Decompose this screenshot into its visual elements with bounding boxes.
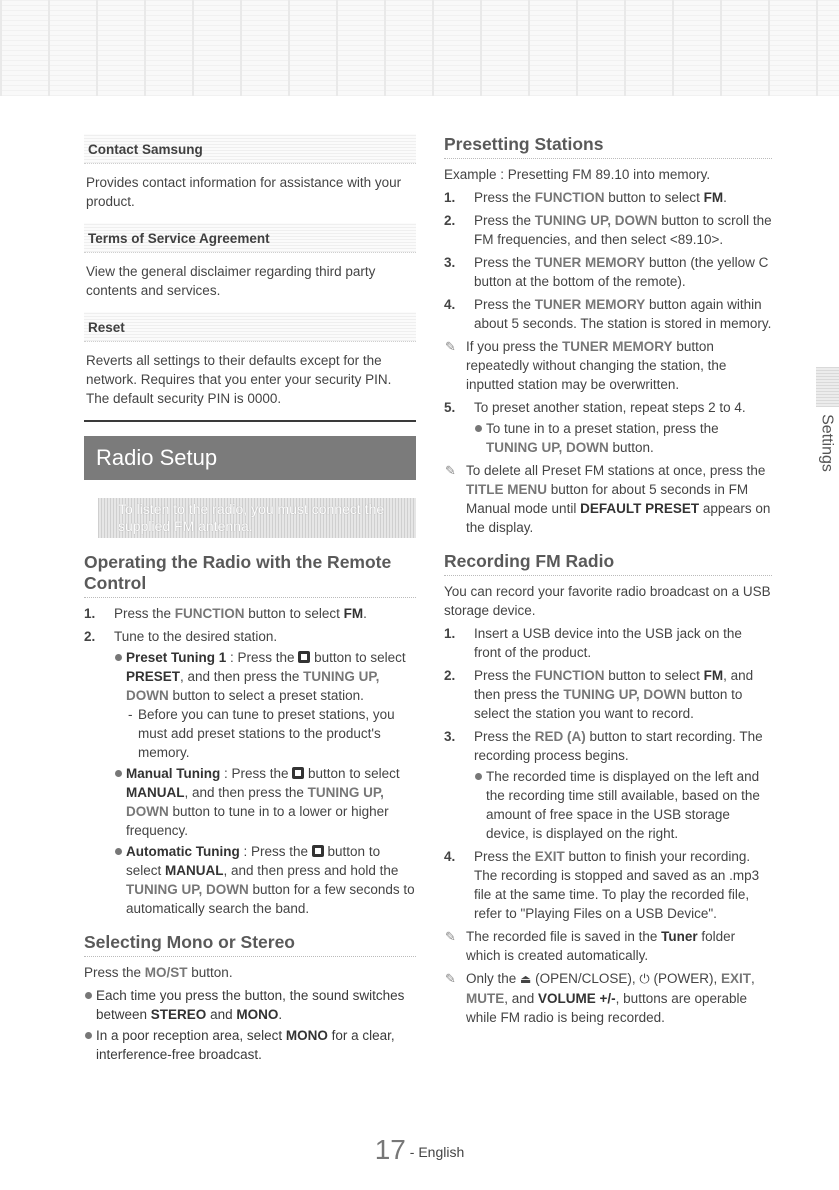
terms-desc: View the general disclaimer regarding third party contents and services. bbox=[86, 264, 376, 298]
contact-desc: Provides contact information for assistance with your product. bbox=[86, 175, 402, 209]
text: Only the bbox=[466, 971, 521, 986]
mono-stereo-bullet-1 bbox=[84, 986, 416, 1024]
presetting-step-5-bullets bbox=[474, 419, 772, 457]
header-pattern bbox=[0, 0, 839, 96]
mono-stereo-intro bbox=[84, 963, 416, 982]
presetting-steps-cont bbox=[444, 398, 772, 457]
eject-icon: ⏏ bbox=[520, 972, 532, 986]
presetting-example: Example : Presetting FM 89.10 into memory. bbox=[444, 167, 711, 182]
text: The recorded file is saved in the bbox=[466, 929, 662, 944]
recording-step-3-bullet: The recorded time is displayed on the left and the recording time still available, based on the amount of free space in the USB storage device, is displayed on the right. bbox=[474, 767, 772, 843]
label: Automatic Tuning bbox=[126, 844, 240, 859]
key: Tuner bbox=[661, 929, 698, 944]
key-function: FUNCTION bbox=[174, 606, 245, 621]
step-number: 2. bbox=[444, 668, 456, 683]
presetting-note-1 bbox=[444, 337, 772, 394]
key: FM bbox=[703, 668, 724, 683]
text: , and then press the bbox=[184, 785, 308, 800]
footer-language: English bbox=[418, 1144, 465, 1160]
reset-desc: Reverts all settings to their defaults except for the network. Requires that you enter your security PIN. The default security PIN is 0000. bbox=[86, 353, 392, 406]
operating-steps bbox=[84, 604, 416, 918]
text: button to tune in to a lower or higher frequency. bbox=[126, 804, 389, 838]
side-tab-text: Settings bbox=[818, 414, 836, 472]
key: TUNER MEMORY bbox=[562, 339, 673, 354]
antenna-notice-text: To listen to the radio, you must connect the supplied FM antenna. bbox=[118, 501, 385, 534]
key: TITLE MENU bbox=[466, 482, 547, 497]
text: If you press the bbox=[466, 339, 563, 354]
recording-step-2 bbox=[444, 666, 772, 723]
preset-sub bbox=[126, 705, 416, 762]
text: for a clear, interference-free broadcast. bbox=[96, 1028, 395, 1062]
antenna-notice bbox=[98, 498, 416, 538]
step-number: 1. bbox=[84, 606, 96, 621]
text: button for about 5 seconds in FM Manual mode until bbox=[466, 482, 749, 516]
text: (OPEN/CLOSE), bbox=[535, 971, 640, 986]
text: : Press the bbox=[220, 766, 293, 781]
text: Press the bbox=[474, 729, 535, 744]
presetting-step-5-bullet bbox=[474, 419, 772, 457]
key: PRESET bbox=[126, 669, 181, 684]
tuning-modes bbox=[114, 648, 416, 918]
page-number: 17 bbox=[374, 1134, 406, 1165]
text: (POWER), bbox=[653, 971, 721, 986]
key: FUNCTION bbox=[534, 668, 605, 683]
text: , and then press the bbox=[180, 669, 304, 684]
mono-stereo-bullets bbox=[84, 986, 416, 1064]
text: and bbox=[206, 1007, 237, 1022]
text: button for a few seconds to automatically search the band. bbox=[126, 882, 415, 916]
text: . bbox=[278, 1007, 283, 1022]
text: button to finish your recording. The recording is stopped and saved as an .mp3 file at the same time. To play the recorded file, refer to "Playing Files on a USB Device". bbox=[474, 849, 760, 921]
mono-stereo-title: Selecting Mono or Stereo bbox=[84, 932, 416, 957]
key: MONO bbox=[285, 1028, 328, 1043]
recording-title: Recording FM Radio bbox=[444, 551, 772, 576]
key: TUNING UP, DOWN bbox=[486, 440, 609, 455]
text: button to select bbox=[310, 650, 406, 665]
presetting-note-2 bbox=[444, 461, 772, 537]
text: Press the bbox=[474, 668, 535, 683]
contact-title: Contact Samsung bbox=[84, 134, 416, 164]
text: : Press the bbox=[226, 650, 299, 665]
text: To preset another station, repeat steps 2 to 4. bbox=[474, 400, 746, 415]
key: TUNING UP, DOWN bbox=[563, 687, 687, 702]
text: Press the bbox=[474, 849, 535, 864]
key: RED (A) bbox=[534, 729, 586, 744]
presetting-step-1 bbox=[444, 188, 772, 207]
text: Press the bbox=[474, 190, 535, 205]
recording-note-1 bbox=[444, 927, 772, 965]
pencil-note-icon: ✎ bbox=[445, 463, 456, 478]
recording-intro: You can record your favorite radio broadcast on a USB storage device. bbox=[444, 584, 771, 618]
key: EXIT bbox=[720, 971, 751, 986]
step-number: 4. bbox=[444, 849, 456, 864]
text: button. bbox=[187, 965, 233, 980]
text: To delete all Preset FM stations at once, press the bbox=[466, 463, 766, 478]
label: Preset Tuning 1 bbox=[126, 650, 227, 665]
terms-title: Terms of Service Agreement bbox=[84, 223, 416, 253]
text: appears on the display. bbox=[466, 501, 771, 535]
key: MUTE bbox=[466, 991, 505, 1006]
step-number: 3. bbox=[444, 255, 456, 270]
text: , and then press and hold the bbox=[223, 863, 399, 878]
presetting-step-2 bbox=[444, 211, 772, 249]
step-number: 1. bbox=[444, 626, 456, 641]
reset-title: Reset bbox=[84, 312, 416, 342]
label: Manual Tuning bbox=[126, 766, 221, 781]
text: , and bbox=[504, 991, 539, 1006]
recording-step-3 bbox=[444, 727, 772, 843]
stop-button-icon bbox=[312, 845, 324, 857]
presetting-title: Presetting Stations bbox=[444, 134, 772, 159]
key: TUNER MEMORY bbox=[534, 255, 646, 270]
text: Press the bbox=[474, 297, 535, 312]
key: TUNER MEMORY bbox=[534, 297, 646, 312]
text: , bbox=[751, 971, 755, 986]
text: button repeatedly without changing the station, the inputted station may be overwritten. bbox=[466, 339, 727, 392]
key: FUNCTION bbox=[534, 190, 605, 205]
key: TUNING UP, DOWN bbox=[126, 785, 384, 819]
text: button to select the station you want to record. bbox=[474, 687, 743, 721]
text: button to select bbox=[604, 668, 704, 683]
footer-separator: - bbox=[405, 1144, 419, 1160]
text: , buttons are operable while FM radio is being recorded. bbox=[466, 991, 748, 1025]
text: button. bbox=[608, 440, 654, 455]
step-number: 4. bbox=[444, 297, 456, 312]
text: Insert a USB device into the USB jack on the front of the product. bbox=[474, 626, 742, 660]
text: button again within about 5 seconds. The station is stored in memory. bbox=[474, 297, 772, 331]
text: Press the bbox=[474, 255, 535, 270]
stop-button-icon bbox=[292, 767, 304, 779]
preset-tuning bbox=[114, 648, 416, 762]
step-number: 2. bbox=[444, 213, 456, 228]
key: MANUAL bbox=[126, 785, 185, 800]
operating-step-1 bbox=[84, 604, 416, 623]
key: TUNING UP, DOWN bbox=[126, 882, 249, 897]
presetting-step-5 bbox=[444, 398, 772, 457]
pencil-note-icon: ✎ bbox=[445, 929, 456, 944]
text: button to select bbox=[604, 190, 704, 205]
key: MONO bbox=[236, 1007, 279, 1022]
key: TUNING UP, DOWN bbox=[534, 213, 658, 228]
radio-setup-banner: Radio Setup bbox=[84, 436, 416, 480]
left-column bbox=[84, 134, 416, 1066]
text: Press the bbox=[114, 606, 175, 621]
key: MANUAL bbox=[165, 863, 224, 878]
text: Press the bbox=[84, 965, 145, 980]
text: Press the bbox=[474, 213, 535, 228]
presetting-step-3 bbox=[444, 253, 772, 291]
text: , and then press the bbox=[474, 668, 754, 702]
side-tab-marker bbox=[816, 367, 839, 407]
key: MO/ST bbox=[144, 965, 188, 980]
right-column bbox=[444, 134, 772, 1031]
page-footer bbox=[0, 1134, 839, 1165]
recording-step-4 bbox=[444, 847, 772, 923]
text: . bbox=[723, 190, 727, 205]
key: DEFAULT PRESET bbox=[580, 501, 700, 516]
recording-note-2 bbox=[444, 969, 772, 1027]
section-divider bbox=[84, 420, 416, 422]
key: FM bbox=[703, 190, 724, 205]
operating-title: Operating the Radio with the Remote Control bbox=[84, 552, 416, 598]
automatic-tuning bbox=[114, 842, 416, 918]
text: button (the yellow C button at the bottom of the remote). bbox=[474, 255, 769, 289]
key: VOLUME +/- bbox=[538, 991, 616, 1006]
text: button to select bbox=[304, 766, 400, 781]
operating-step-2 bbox=[84, 627, 416, 918]
manual-tuning bbox=[114, 764, 416, 840]
text: button to select bbox=[126, 844, 381, 878]
step-number: 2. bbox=[84, 629, 96, 644]
power-icon: ⏻ bbox=[639, 971, 650, 986]
text: folder which is created automatically. bbox=[466, 929, 736, 963]
key: TUNING UP, DOWN bbox=[126, 669, 380, 703]
recording-step-1 bbox=[444, 624, 772, 662]
text: : Press the bbox=[239, 844, 312, 859]
key-fm: FM bbox=[343, 606, 364, 621]
step-number: 3. bbox=[444, 729, 456, 744]
step-number: 5. bbox=[444, 400, 456, 415]
text: In a poor reception area, select bbox=[96, 1028, 286, 1043]
presetting-step-4 bbox=[444, 295, 772, 333]
pencil-note-icon: ✎ bbox=[445, 971, 456, 986]
recording-step-3-bullets bbox=[474, 767, 772, 843]
presetting-steps bbox=[444, 188, 772, 333]
pencil-note-icon: ✎ bbox=[445, 339, 456, 354]
text: button to select a preset station. bbox=[168, 688, 364, 703]
text: button to select bbox=[244, 606, 344, 621]
text: button to start recording. The recording process begins. bbox=[474, 729, 763, 763]
preset-sub-item: - Before you can tune to preset stations, you must add preset stations to the product's memory. bbox=[126, 705, 416, 762]
key: EXIT bbox=[534, 849, 565, 864]
text: . bbox=[363, 606, 367, 621]
text: Each time you press the button, the sound switches between bbox=[96, 988, 405, 1022]
recording-steps bbox=[444, 624, 772, 923]
text: button to scroll the FM frequencies, and then select <89.10>. bbox=[474, 213, 772, 247]
key: STEREO bbox=[150, 1007, 207, 1022]
text: To tune in to a preset station, press the bbox=[486, 421, 719, 436]
text: Tune to the desired station. bbox=[114, 629, 278, 644]
mono-stereo-bullet-2 bbox=[84, 1026, 416, 1064]
step-number: 1. bbox=[444, 190, 456, 205]
side-tab-label bbox=[812, 416, 839, 470]
stop-button-icon bbox=[298, 651, 310, 663]
